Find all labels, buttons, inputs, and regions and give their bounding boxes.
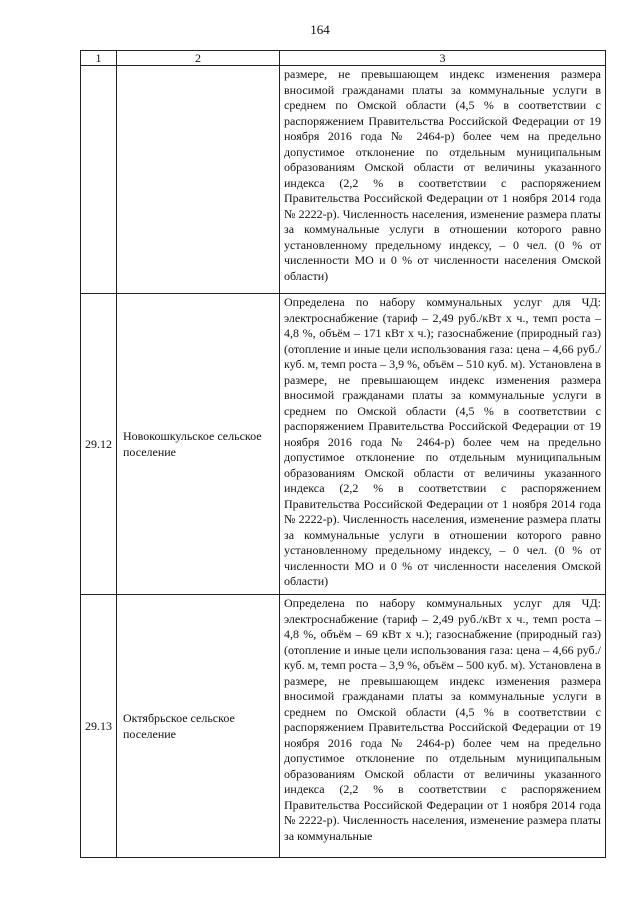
page-number: 164 bbox=[310, 22, 330, 37]
row-number: 29.13 bbox=[81, 595, 117, 858]
column-header-1: 1 bbox=[81, 51, 117, 66]
row-number bbox=[81, 66, 117, 294]
column-header-3: 3 bbox=[280, 51, 606, 66]
table-row bbox=[81, 294, 606, 595]
settlement-name: Октябрьское сельское поселение bbox=[117, 595, 280, 858]
row-description: Определена по набору коммунальных услуг для ЧД: электроснабжение (тариф – 2,49 руб./кВт х ч., темп роста – 4,8 %, объём – 171 кВт х ч.); газоснабжение (природный газ) (отопление и иные цели использования газа: цена – 4,66 руб./куб. м, темп роста – 3,9 %, объём – 510 куб. м). Установлена в размере, не превышающем индекс изменения размера вносимой гражданами платы за коммунальные услуги в среднем по Омской области (4,5 % в соответствии с распоряжением Правительства Российской Федерации от 19 ноября 2016 года № 2464-р) более чем на предельно допустимое отклонение по отдельным муниципальным образованиям Омской области от величины указанного индекса (2,2 % в соответствии с распоряжением Правительства Российской Федерации от 1 ноября 2014 года № 2222-р). Численность населения, изменение размера платы за коммунальные услуги в отношении которого равно установленному предельному индексу, – 0 чел. (0 % от численности МО и 0 % от численности населения Омской области) bbox=[280, 294, 606, 595]
row-number: 29.12 bbox=[81, 294, 117, 595]
row-description: размере, не превышающем индекс изменения размера вносимой гражданами платы за коммунальные услуги в среднем по Омской области (4,5 % в соответствии с распоряжением Правительства Российской Федерации от 19 ноября 2016 года № 2464-р) более чем на предельно допустимое отклонение по отдельным муниципальным образованиям Омской области от величины указанного индекса (2,2 % в соответствии с распоряжением Правительства Российской Федерации от 1 ноября 2014 года № 2222-р). Численность населения, изменение размера платы за коммунальные услуги в отношении которого равно установленному предельному индексу, – 0 чел. (0 % от численности МО и 0 % от численности населения Омской области) bbox=[280, 66, 606, 294]
column-header-2: 2 bbox=[117, 51, 280, 66]
settlement-name bbox=[117, 66, 280, 294]
settlement-name: Новокошкульское сельское поселение bbox=[117, 294, 280, 595]
table-row bbox=[81, 595, 606, 858]
data-table bbox=[80, 50, 606, 858]
row-description: Определена по набору коммунальных услуг для ЧД: электроснабжение (тариф – 2,49 руб./кВт х ч., темп роста – 4,8 %, объём – 69 кВт х ч.); газоснабжение (природный газ) (отопление и иные цели использования газа: цена – 4,66 руб./куб. м, темп роста – 3,9 %, объём – 500 куб. м). Установлена в размере, не превышающем индекс изменения размера вносимой гражданами платы за коммунальные услуги в среднем по Омской области (4,5 % в соответствии с распоряжением Правительства Российской Федерации от 19 ноября 2016 года № 2464-р) более чем на предельно допустимое отклонение по отдельным муниципальным образованиям Омской области от величины указанного индекса (2,2 % в соответствии с распоряжением Правительства Российской Федерации от 1 ноября 2014 года № 2222-р). Численность населения, изменение размера платы за коммунальные bbox=[280, 595, 606, 858]
table-header-row bbox=[81, 51, 606, 66]
table-row bbox=[81, 66, 606, 294]
